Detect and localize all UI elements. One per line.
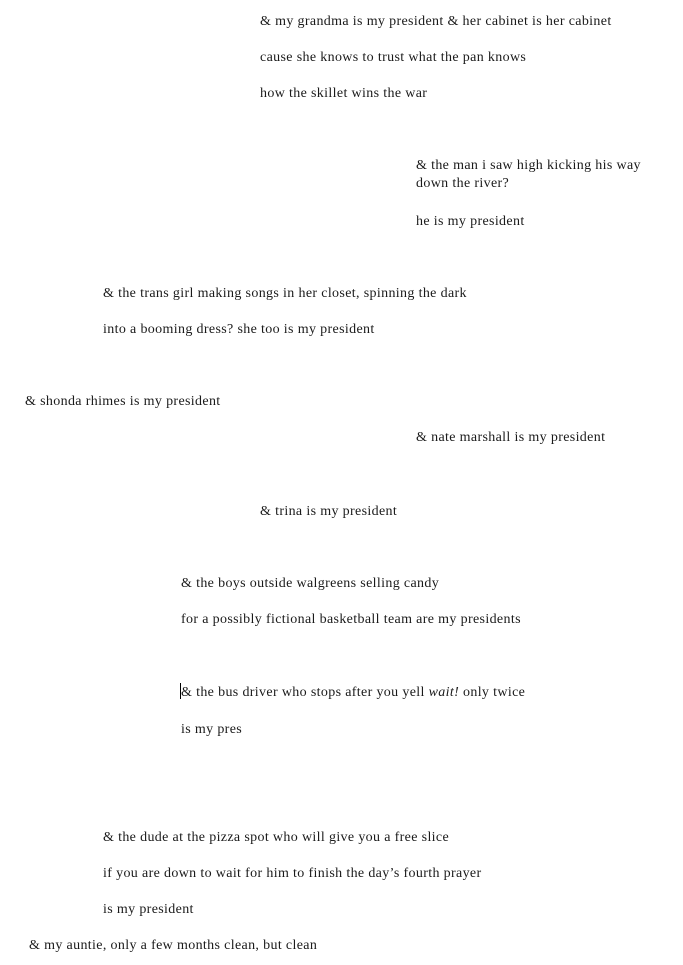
- poem-line: for a possibly fictional basketball team are my presidents: [181, 612, 521, 627]
- poem-text: only twice: [459, 685, 526, 700]
- poem-line: is my pres: [181, 722, 243, 737]
- poem-line: & my grandma is my president & her cabinet is her cabinet: [260, 14, 612, 29]
- poem-line-with-cursor[interactable]: [180, 683, 525, 702]
- poem-line: & nate marshall is my president: [416, 430, 606, 445]
- poem-line: & the dude at the pizza spot who will give you a free slice: [103, 830, 450, 845]
- poem-line: & the trans girl making songs in her closet, spinning the dark: [103, 286, 467, 301]
- poem-line: he is my president: [416, 214, 525, 229]
- poem-line: & my auntie, only a few months clean, but clean: [29, 938, 318, 953]
- poem-line: into a booming dress? she too is my president: [103, 322, 375, 337]
- poem-line: down the river?: [416, 176, 510, 191]
- poem-line: & trina is my president: [260, 504, 398, 519]
- poem-emphasis: wait!: [428, 685, 460, 700]
- poem-text: & the bus driver who stops after you yell: [181, 685, 429, 700]
- poem-line: & shonda rhimes is my president: [25, 394, 221, 409]
- poem-line: if you are down to wait for him to finish the day’s fourth prayer: [103, 866, 482, 881]
- poem-line: how the skillet wins the war: [260, 86, 428, 101]
- poem-line: is my president: [103, 902, 194, 917]
- poem-line: & the boys outside walgreens selling candy: [181, 576, 440, 591]
- poem-line: cause she knows to trust what the pan knows: [260, 50, 527, 65]
- poem-line: & the man i saw high kicking his way: [416, 158, 641, 173]
